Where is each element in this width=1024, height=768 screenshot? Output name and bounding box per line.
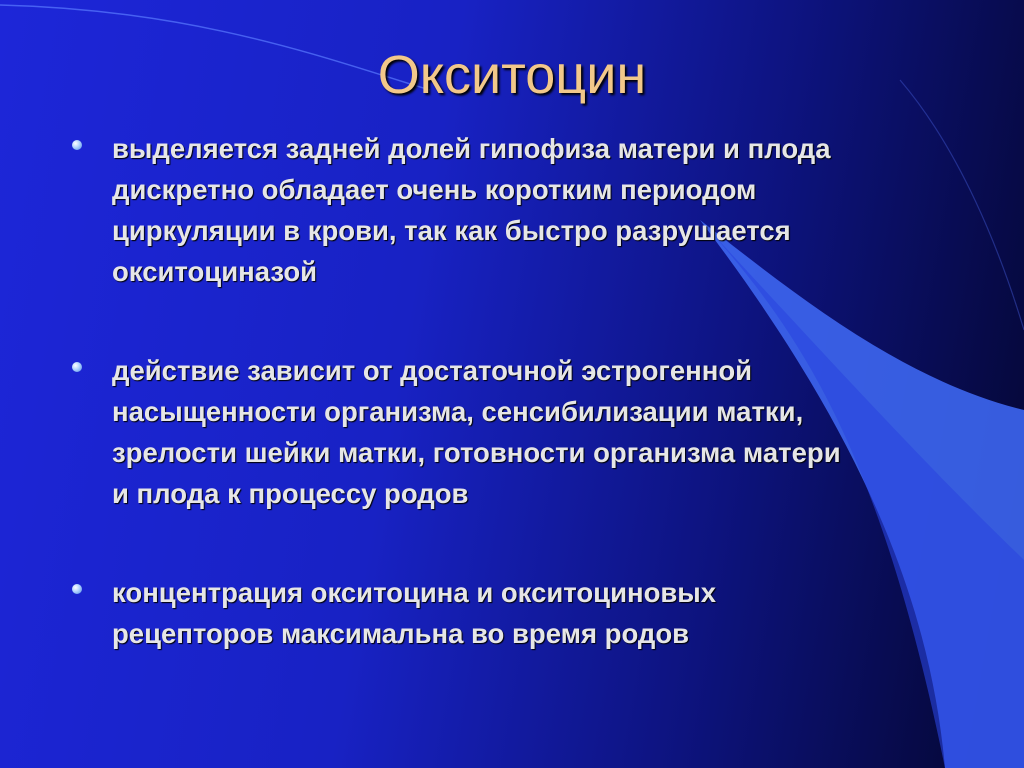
bullet-line: насыщенности организма, сенсибилизации матки, — [112, 396, 804, 427]
bullet-line: действие зависит от достаточной эстрогенной — [112, 355, 753, 386]
bullet-item — [72, 350, 952, 514]
bullet-dot-icon — [72, 140, 82, 150]
bullet-item — [72, 128, 952, 292]
bullet-line: рецепторов максимальна во время родов — [112, 618, 690, 649]
bullet-line: концентрация окситоцина и окситоциновых — [112, 577, 717, 608]
bullet-dot-icon — [72, 362, 82, 372]
bullet-line: окситоциназой — [112, 256, 318, 287]
bullet-line: и плода к процессу родов — [112, 478, 469, 509]
bullet-line: выделяется задней долей гипофиза матери и плода — [112, 133, 831, 164]
bullet-line: дискретно обладает очень коротким периодом — [112, 174, 757, 205]
bullet-item — [72, 572, 952, 654]
bullet-list — [72, 128, 952, 654]
bullet-line: циркуляции в крови, так как быстро разрушается — [112, 215, 791, 246]
slide-title: Окситоцин — [377, 45, 647, 105]
bullet-dot-icon — [72, 584, 82, 594]
bullet-line: зрелости шейки матки, готовности организма матери — [112, 437, 841, 468]
